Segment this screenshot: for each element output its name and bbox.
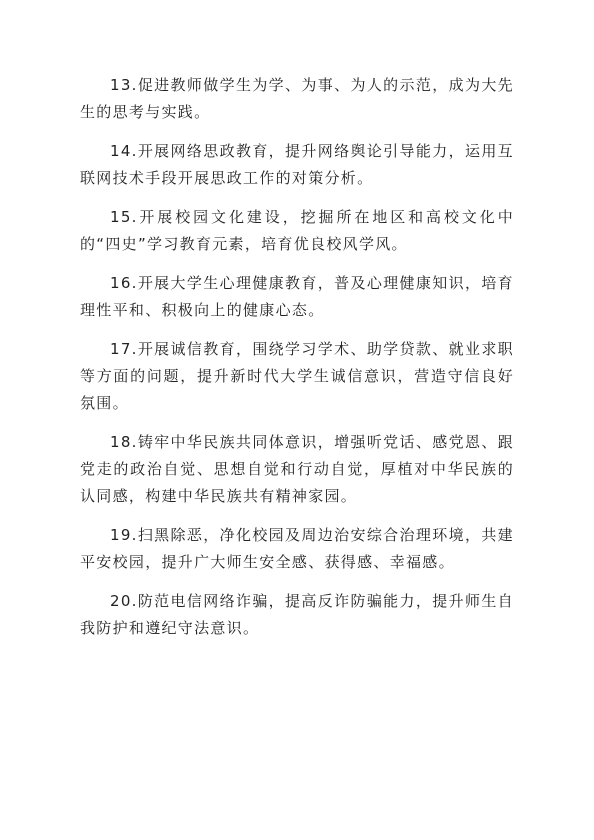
document-body xyxy=(80,72,514,654)
list-item-17: 17.开展诚信教育，围绕学习学术、助学贷款、就业求职等方面的问题，提升新时代大学生诚信意识，营造守信良好氛围。 xyxy=(80,340,514,412)
list-item-18: 18.铸牢中华民族共同体意识，增强听党话、感党恩、跟党走的政治自觉、思想自觉和行动自觉，厚植对中华民族的认同感，构建中华民族共有精神家园。 xyxy=(80,433,514,505)
list-item-16: 16.开展大学生心理健康教育，普及心理健康知识，培育理性平和、积极向上的健康心态。 xyxy=(80,274,514,319)
list-item-20: 20.防范电信网络诈骗，提高反诈防骗能力，提升师生自我防护和遵纪守法意识。 xyxy=(80,592,514,637)
list-item-13: 13.促进教师做学生为学、为事、为人的示范，成为大先生的思考与实践。 xyxy=(80,76,514,121)
list-item-19: 19.扫黑除恶，净化校园及周边治安综合治理环境，共建平安校园，提升广大师生安全感、获得感、幸福感。 xyxy=(80,526,514,571)
list-item-15: 15.开展校园文化建设，挖掘所在地区和高校文化中的“四史”学习教育元素，培育优良校风学风。 xyxy=(80,208,514,253)
list-item-14: 14.开展网络思政教育，提升网络舆论引导能力，运用互联网技术手段开展思政工作的对策分析。 xyxy=(80,142,514,187)
